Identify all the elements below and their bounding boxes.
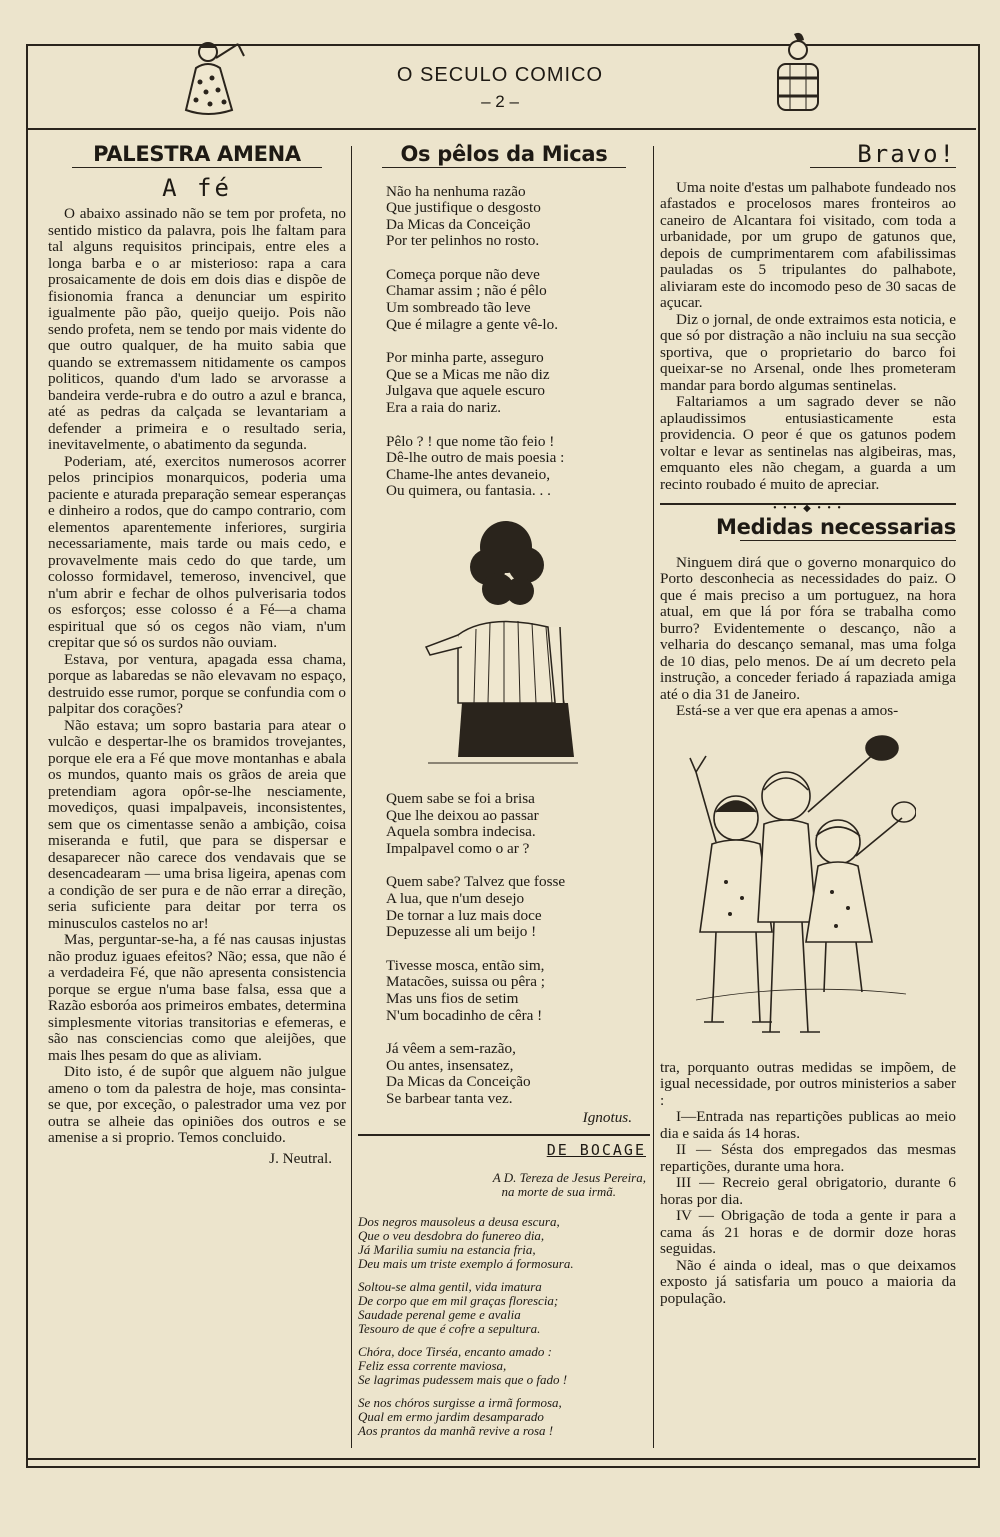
dedication [358,1171,650,1199]
article-heading: PALESTRA AMENA [93,142,301,166]
poem-line: Da Micas da Conceição [386,215,531,233]
poem-line: Se nos chóros surgisse a irmã formosa, [358,1394,562,1410]
column-bravo [660,140,956,1307]
poem-signature: Ignotus. [582,1108,632,1126]
heading-underline [382,167,626,168]
article-subheading: A fé [162,173,232,202]
poem-line: Chóra, doce Tirséa, encanto amado : [358,1343,552,1359]
column-rule-1 [351,146,352,1448]
paragraph: Não estava; um sopro bastaria para atear o vulcão e despertar-lhe os bramidos trovejantes, porque ele era a Fé que move montanhas e abala os mundos, quanto mais os grãos de areia que pretendiam agora opôr-se-lhe nesciamente, movediços, quasi impalpaveis, inconsistentes, sem que os cimentasse senão a ambição, coisa miseranda e futil, que para se dispersar e desaparecer não carece dos vendavais que se desencadearam — uma brisa ligeira, apenas com a condição de ser pura e de não errar a direção, seria suficiente para deitar por terra os minusculos castelos no ar! [48,716,346,932]
poem-line: Depuzesse ali um beijo ! [386,923,537,941]
bocage-heading: DE BOCAGE [546,1141,646,1159]
poem-line: Ou antes, insensatez, [386,1056,514,1074]
poem-line: Começa porque não deve [386,265,540,283]
poem-line: Soltou-se alma gentil, vida imatura [358,1278,542,1294]
paragraph: Não é ainda o ideal, mas o que deixamos exposto já satisfaria um pouco a maioria da população. [660,1256,956,1307]
measure-item: II — Sésta dos empregados das mesmas repartições, durante uma hora. [660,1141,956,1175]
stanza [386,184,650,250]
poem-line: Já Marilia sumiu na estancia fria, [358,1241,536,1257]
micas-illustration [418,517,650,787]
poem-line: Feliz essa corrente maviosa, [358,1357,507,1373]
page-number: – 2 – [481,92,519,111]
poem-line: Matacões, suissa ou pêra ; [386,973,546,991]
poem-top [358,184,650,501]
stanza [386,350,650,416]
stanza [386,874,650,940]
paragraph: Dito isto, é de supôr que alguem não julgue ameno o tom da palestra de hoje, mas consinta-se que, por exceção, o palestrador uma vez por outra se alheie das opiniões dos outros e se amenise a si proprio. Temos concluido. [48,1063,346,1146]
poem-line: Tesouro de que é cofre a sepultura. [358,1320,541,1336]
article-heading: Medidas necessarias [716,515,956,539]
author-signature: J. Neutral. [269,1149,332,1167]
section-separator [358,1134,650,1136]
poem-line: A lua, que n'um desejo [386,889,525,907]
masthead-title: O SECULO COMICO [396,64,604,86]
paragraph: Está-se a ver que era apenas a amos- [676,702,899,719]
poem-line: Um sombreado tão leve [386,299,531,317]
stanza [386,958,650,1024]
column-os-pelos-da-micas [358,142,650,1438]
column-palestra-amena [48,142,347,1167]
poem-line: Dê-lhe outro de mais poesia : [386,449,565,467]
paragraph: Ninguem dirá que o governo monarquico do Porto desconhecia as necessidades do paiz. O que é mais preciso a um portuguez, na hora atual, em que lá por fóra se trabalha como burro? Evidentemente o descanço, não a velharia do descanço semanal, mas uma folga de 10 dias, pelo menos. De aí um decreto pela instrução, a conceder feriado á rapaziada amiga até o dia 31 de Janeiro. [660,553,956,703]
poem-line: Aquela sombra indecisa. [386,823,536,841]
poem-line: Aos prantos da manhã revive a rosa ! [358,1422,554,1438]
poem-line: Se lagrimas pudessem mais que o fado ! [358,1371,568,1387]
stanza [386,1041,650,1107]
poem-line: Pêlo ? ! que nome tão feio ! [386,432,555,450]
paragraph: Mas, perguntar-se-ha, a fé nas causas injustas não produz iguaes efeitos? Não; essa, que não é a verdadeira Fé, que não apresenta consistencia porque se ergue n'uma base falsa, essa que a Razão esboróa aos primeiros embates, determina simplesmente vitorias transitorias e efemeras, e são nas consciencias como que aleijões, que mais lhes pesam do que as aliviam. [48,931,346,1064]
separator-ornament: • • • ◆ • • • [773,503,843,514]
stanza [358,1345,650,1387]
poem-line: Impalpavel como o ar ? [386,839,530,857]
poem-line: Que justifique o desgosto [386,199,541,217]
paragraph: tra, porquanto outras medidas se impõem, de igual necessidade, por outros ministerios a saber : [660,1058,956,1109]
poem-line: Quem sabe? Talvez que fosse [386,873,566,891]
bottom-rule [26,1458,976,1460]
section-separator [660,503,956,505]
measure-item: I—Entrada nas repartições publicas ao meio dia e saida ás 14 horas. [660,1108,956,1142]
stanza [386,791,650,857]
paragraph: Faltariamos a um sagrado dever se não aplaudissimos entusiasticamente esta providencia. O peor é que os gatunos podem voltar e levar as sentinelas nas algibeiras, mas, emquanto eles não chegam, a guarda a um recinto roubado é muito de apreciar. [660,393,956,493]
stanza [358,1396,650,1438]
paragraph: O abaixo assinado não se tem por profeta, no sentido mistico da palavra, pois lhe faltam para tal alguns requisitos principais, entre eles a longa barba e o ar misterioso: rapa a cara prosaicamente de dois em dois dias e dispõe de fisionomia franca a denunciar um espirito igualmente pão pão, queijo queijo. Pois não sendo profeta, nem se tendo por mais vidente do que outro qualquer, de ha muito sabia que quando se extremassem nitidamente os campos politicos, quando d'um lado se arvorasse a bandeira verde-rubra e do outro a azul e branca, até as pedras da calçada se levantariam a defender a primeira e o resultado seria, inevitavelmente, o abatimento da segunda. [48,205,346,453]
poem-line: Ou quimera, ou fantasia. . . [386,482,551,500]
poem-line: Mas uns fios de setim [386,989,519,1007]
dedication-line: na morte de sua irmã. [501,1183,616,1199]
article-heading: Bravo! [857,140,956,168]
stanza [358,1280,650,1336]
poem-line: Era a raia do nariz. [386,399,502,417]
poem-line: Por minha parte, asseguro [386,349,544,367]
stanza [386,434,650,500]
poem-line: Já vêem a sem-razão, [386,1040,516,1058]
poem-line: De corpo que em mil graças florescia; [358,1292,559,1308]
poem-line: Chamar assim ; não é pêlo [386,282,547,300]
poem-line: Por ter pelinhos no rosto. [386,232,540,250]
measure-item: IV — Obrigação de toda a gente ir para a cama ás 21 horas e de dormir doze horas seguidas. [660,1207,956,1257]
heading-underline [72,167,322,168]
paragraph: Diz o jornal, de onde extraimos esta noticia, e que só por distração a não incluiu na sua secção sportiva, que o proprietario do barco foi queixar-se no Arsenal, onde lhes prometeram mandar para bordo algumas sentinelas. [660,310,956,394]
poem-line: Que o veu desdobra do funereo dia, [358,1227,545,1243]
poem-line: Saudade perenal geme e avalia [358,1306,521,1322]
dedication-line: A D. Tereza de Jesus Pereira, [492,1169,646,1185]
paragraph: Uma noite d'estas um palhabote fundeado nos afastados e procelosos mares fronteiros ao caneiro de Alcantara foi visitado, com toda a urbanidade, por um grupo de gatunos que, depois de cumprimentarem com afabilissimas pauladas os 5 tripulantes do palhabote, aliviaram este do incomodo peso de 30 sacas de açucar. [660,178,956,311]
poem-line: Chame-lhe antes devaneio, [386,465,551,483]
poem-line: Se barbear tanta vez. [386,1089,513,1107]
poem-line: Quem sabe se foi a brisa [386,790,535,807]
poem-line: De tornar a luz mais doce [386,906,542,924]
poem-line: Julgava que aquele escuro [386,382,545,400]
poem-bottom [358,791,650,1108]
poem-line: Que lhe deixou ao passar [386,806,539,824]
poem-line: Dos negros mausoleus a deusa escura, [358,1213,560,1229]
paragraph: Estava, por ventura, apagada essa chama, porque as labaredas se não elevavam no espaço, destruido esse rumor, porque se confundia com o palpitar dos corações? [48,650,347,717]
stanza [358,1215,650,1271]
poem-line: Que é milagre a gente vê-lo. [386,315,559,333]
poem-line: Tivesse mosca, então sim, [386,956,545,974]
children-illustration [676,732,956,1050]
poem-line: Da Micas da Conceição [386,1073,531,1091]
stanza [386,267,650,333]
column-rule-2 [653,146,654,1448]
poem-line: Deu mais um triste exemplo á formosura. [358,1255,574,1271]
poem-line: Que se a Micas me não diz [386,365,550,383]
header-divider [26,128,976,130]
poem-line: Qual em ermo jardim desamparado [358,1408,544,1424]
poem-heading: Os pêlos da Micas [400,142,608,166]
measure-item: III — Recreio geral obrigatorio, durante 6 horas por dia. [660,1174,956,1208]
paragraph: Poderiam, até, exercitos numerosos acorrer pelos principios monarquicos, poderia uma paciente e aturada preparação semear esperanças e dinheiro a rodos, que do campo contrario, com elementos aparentemente inferiores, surgiria necessariamente, mais tarde ou mais cedo, e provavelmente mais cedo do que tarde, um colosso formidavel, temeroso, invencivel, que n'um abrir e fechar de olhos pulverisaria todos os esforços; esse colosso é a Fé—a chama espiritual que só os cegos não viam, n'um crepitar que só os surdos não ouviam. [48,452,346,651]
bocage-sonnet [358,1215,650,1438]
poem-line: Não ha nenhuma razão [386,182,526,200]
poem-line: N'um bocadinho de cêra ! [386,1006,543,1024]
